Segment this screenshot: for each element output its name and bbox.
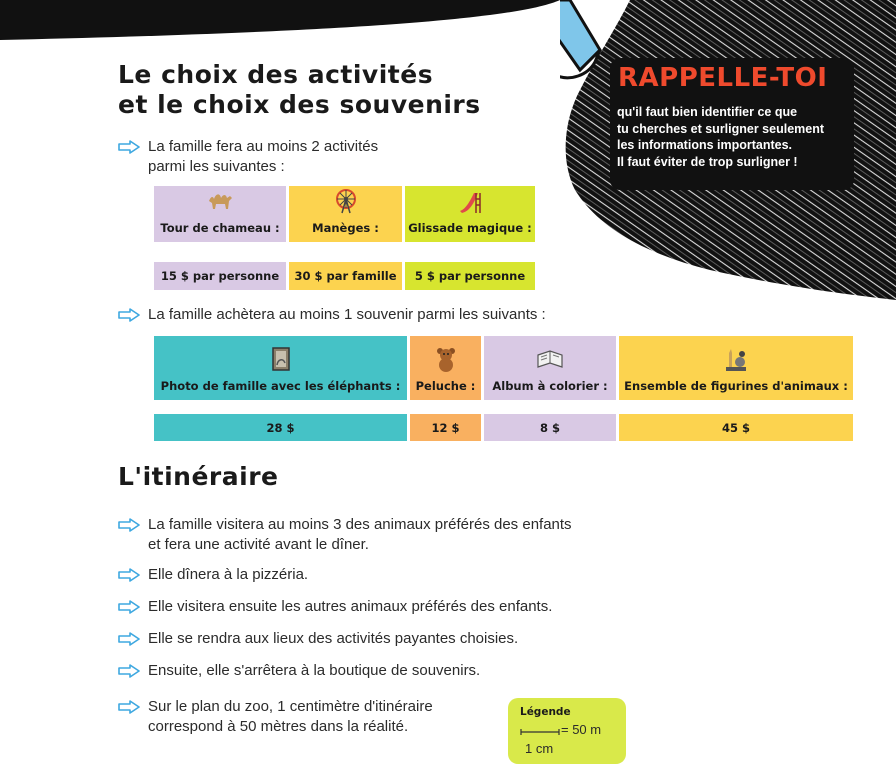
itinerary-text: Elle dînera à la pizzéria. xyxy=(148,566,309,583)
arrow-bullet-icon xyxy=(118,140,140,154)
activity-name: Manèges : xyxy=(312,221,379,235)
activity-price-camel: 15 $ par personne xyxy=(154,262,286,290)
camel-icon xyxy=(206,187,234,215)
itinerary-text: et fera une activité avant le dîner. xyxy=(148,536,369,553)
scale-bar-icon xyxy=(520,728,560,736)
itinerary-text: Elle visitera ensuite les autres animaux préférés des enfants. xyxy=(148,598,553,615)
framed-photo-icon xyxy=(267,345,295,373)
souvenir-cell-figurines xyxy=(619,336,853,400)
itinerary-item xyxy=(118,697,433,737)
rappel-title: RAPPELLE-TOI xyxy=(618,63,828,93)
activity-cell-slide xyxy=(405,186,535,242)
itinerary-item xyxy=(118,565,308,585)
itinerary-item xyxy=(118,661,480,681)
arrow-bullet-icon xyxy=(118,664,140,678)
souvenir-cell-album xyxy=(484,336,616,400)
itinerary-item xyxy=(118,597,552,617)
souvenir-price-figurines: 45 $ xyxy=(619,414,853,441)
teddy-bear-icon xyxy=(432,345,460,373)
itinerary-text: correspond à 50 mètres dans la réalité. xyxy=(148,718,409,735)
animal-figurines-icon xyxy=(722,345,750,373)
coloring-book-icon xyxy=(536,345,564,373)
activity-price-rides: 30 $ par famille xyxy=(289,262,402,290)
rappel-line: Il faut éviter de trop surligner ! xyxy=(617,154,798,169)
arrow-bullet-icon xyxy=(118,308,140,322)
bullet-text: La famille fera au moins 2 activités xyxy=(148,138,379,155)
section-title-itinerary: L'itinéraire xyxy=(118,462,279,491)
arrow-bullet-icon xyxy=(118,600,140,614)
souvenir-name: Photo de famille avec les éléphants : xyxy=(160,379,401,393)
arrow-bullet-icon xyxy=(118,632,140,646)
title-line: Le choix des activités xyxy=(118,60,434,89)
title-line: et le choix des souvenirs xyxy=(118,90,481,119)
souvenir-cell-plush xyxy=(410,336,481,400)
souvenir-name: Ensemble de figurines d'animaux : xyxy=(624,379,848,393)
rappel-text xyxy=(617,104,857,170)
itinerary-text: Elle se rendra aux lieux des activités payantes choisies. xyxy=(148,630,519,647)
legend-unit: 1 cm xyxy=(525,741,554,756)
activity-cell-camel xyxy=(154,186,286,242)
rappel-line: qu'il faut bien identifier ce que xyxy=(617,105,798,119)
arrow-bullet-icon xyxy=(118,518,140,532)
souvenir-cell-photo xyxy=(154,336,407,400)
legend-title: Légende xyxy=(520,706,571,718)
souvenir-price-plush: 12 $ xyxy=(410,414,481,441)
scale-legend xyxy=(508,698,626,764)
itinerary-text: Ensuite, elle s'arrêtera à la boutique de souvenirs. xyxy=(148,662,481,679)
souvenir-name: Peluche : xyxy=(415,379,476,393)
highlighter-hand-icon xyxy=(560,0,600,78)
activity-name: Glissade magique : xyxy=(408,221,532,235)
itinerary-item xyxy=(118,515,572,555)
itinerary-text: La famille visitera au moins 3 des animaux préférés des enfants xyxy=(148,516,572,533)
bullet-text: parmi les suivantes : xyxy=(148,158,285,175)
bullet-text: La famille achètera au moins 1 souvenir parmi les suivants : xyxy=(148,306,546,323)
bullet-activities xyxy=(118,137,378,177)
bullet-souvenirs xyxy=(118,305,546,325)
souvenir-price-album: 8 $ xyxy=(484,414,616,441)
legend-scale-value: = 50 m xyxy=(561,722,602,737)
itinerary-text: Sur le plan du zoo, 1 centimètre d'itinéraire xyxy=(148,698,433,715)
section-title-activities xyxy=(118,60,481,120)
arrow-bullet-icon xyxy=(118,568,140,582)
slide-icon xyxy=(456,187,484,215)
rappel-line: les informations importantes. xyxy=(617,138,793,152)
activity-cell-rides xyxy=(289,186,402,242)
souvenir-name: Album à colorier : xyxy=(492,379,608,393)
souvenir-price-photo: 28 $ xyxy=(154,414,407,441)
activity-name: Tour de chameau : xyxy=(160,221,280,235)
ferris-wheel-icon xyxy=(332,187,360,215)
arrow-bullet-icon xyxy=(118,700,140,714)
itinerary-item xyxy=(118,629,518,649)
rappel-line: tu cherches et surligner seulement xyxy=(617,121,825,136)
activity-price-slide: 5 $ par personne xyxy=(405,262,535,290)
